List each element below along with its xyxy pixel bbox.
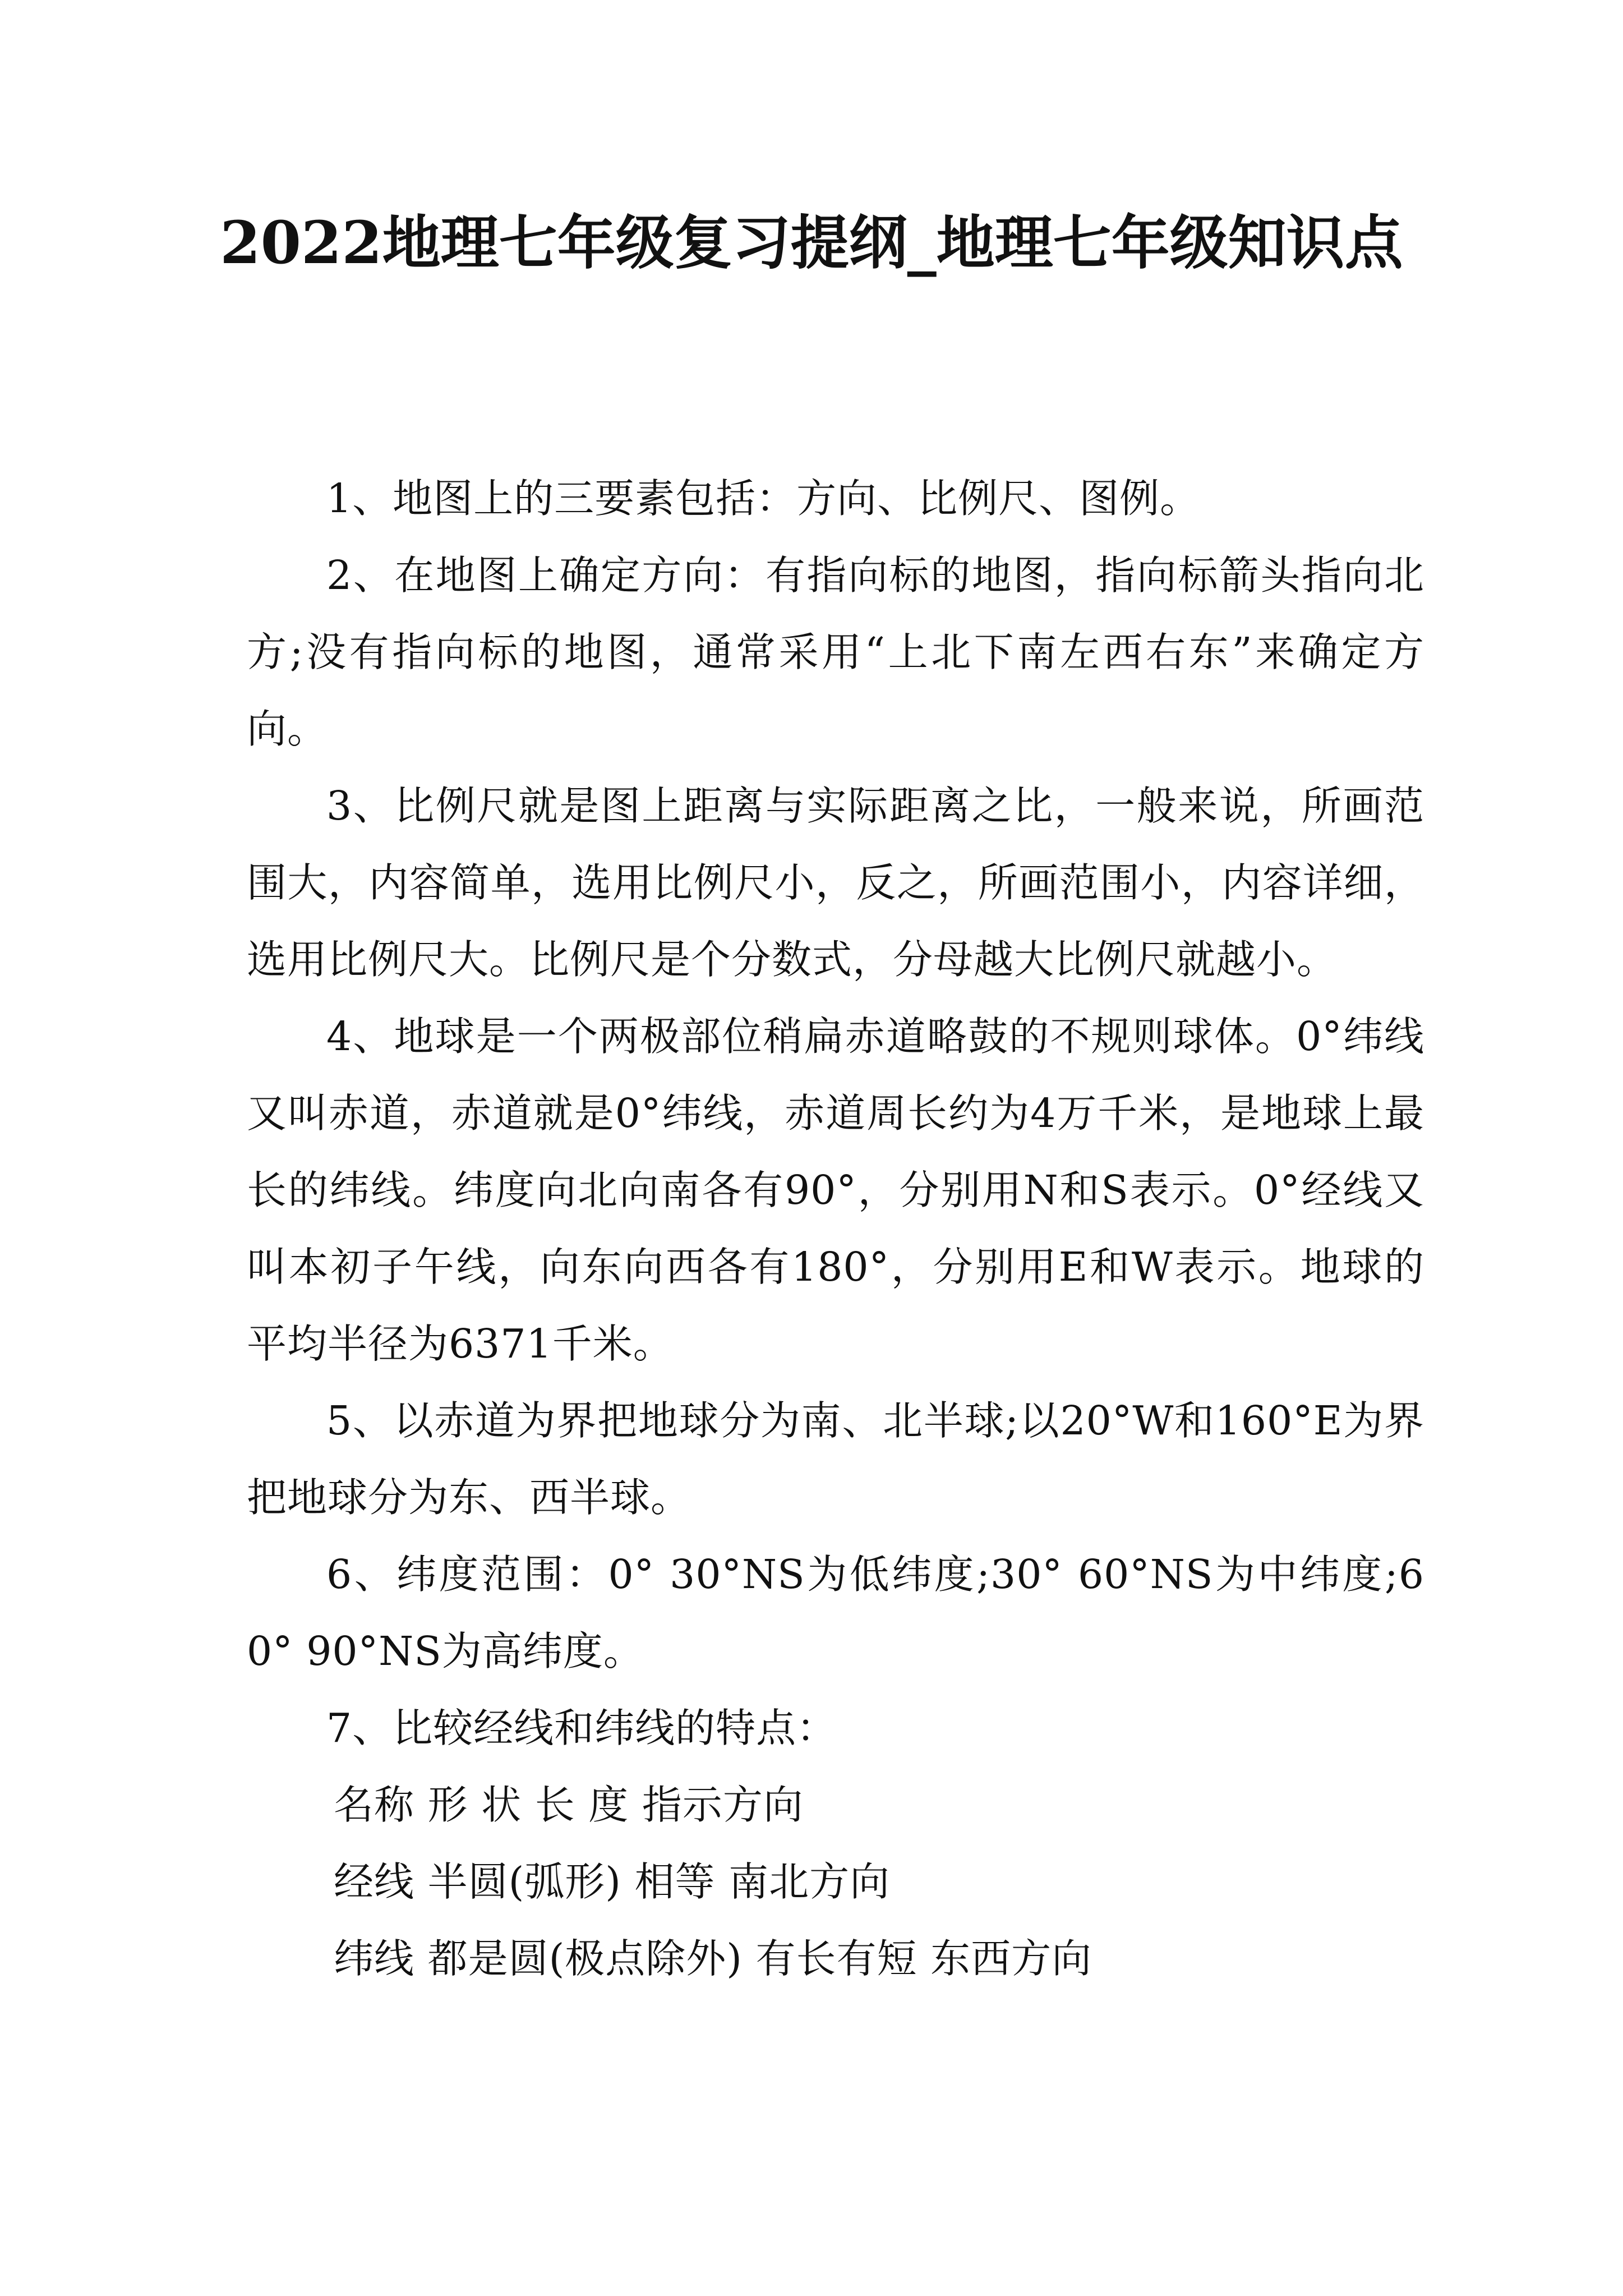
paragraph-2: 2、在地图上确定方向：有指向标的地图，指向标箭头指向北方;没有指向标的地图，通常采用“上北下南左西右东”来确定方向。 (247, 552, 1424, 752)
paragraph-4: 4、地球是一个两极部位稍扁赤道略鼓的不规则球体。0°纬线又叫赤道，赤道就是0°纬线，赤道周长约为4万千米，是地球上最长的纬线。纬度向北向南各有90°，分别用N和S表示。0°经线又叫本初子午线，向东向西各有180°，分别用E和W表示。地球的平均半径为6371千米。 (247, 1013, 1424, 1367)
paragraph-7: 7、比较经线和纬线的特点： (326, 1705, 837, 1751)
comparison-row-longitude: 经线 半圆(弧形) 相等 南北方向 (334, 1858, 891, 1905)
document-body (247, 460, 1424, 1997)
comparison-row-latitude: 纬线 都是圆(极点除外) 有长有短 东西方向 (334, 1935, 1092, 1982)
paragraph-6: 6、纬度范围：0° 30°NS为低纬度;30° 60°NS为中纬度;60° 90°NS为高纬度。 (247, 1551, 1424, 1674)
paragraph-1: 1、地图上的三要素包括：方向、比例尺、图例。 (326, 475, 1201, 522)
paragraph-5: 5、以赤道为界把地球分为南、北半球;以20°W和160°E为界把地球分为东、西半球。 (247, 1397, 1424, 1521)
comparison-header-row: 名称 形 状 长 度 指示方向 (334, 1782, 804, 1828)
document-title: 2022地理七年级复习提纲_地理七年级知识点 (220, 208, 1403, 277)
paragraph-3: 3、比例尺就是图上距离与实际距离之比，一般来说，所画范围大，内容简单，选用比例尺小，反之，所画范围小，内容详细，选用比例尺大。比例尺是个分数式，分母越大比例尺就越小。 (247, 783, 1424, 983)
